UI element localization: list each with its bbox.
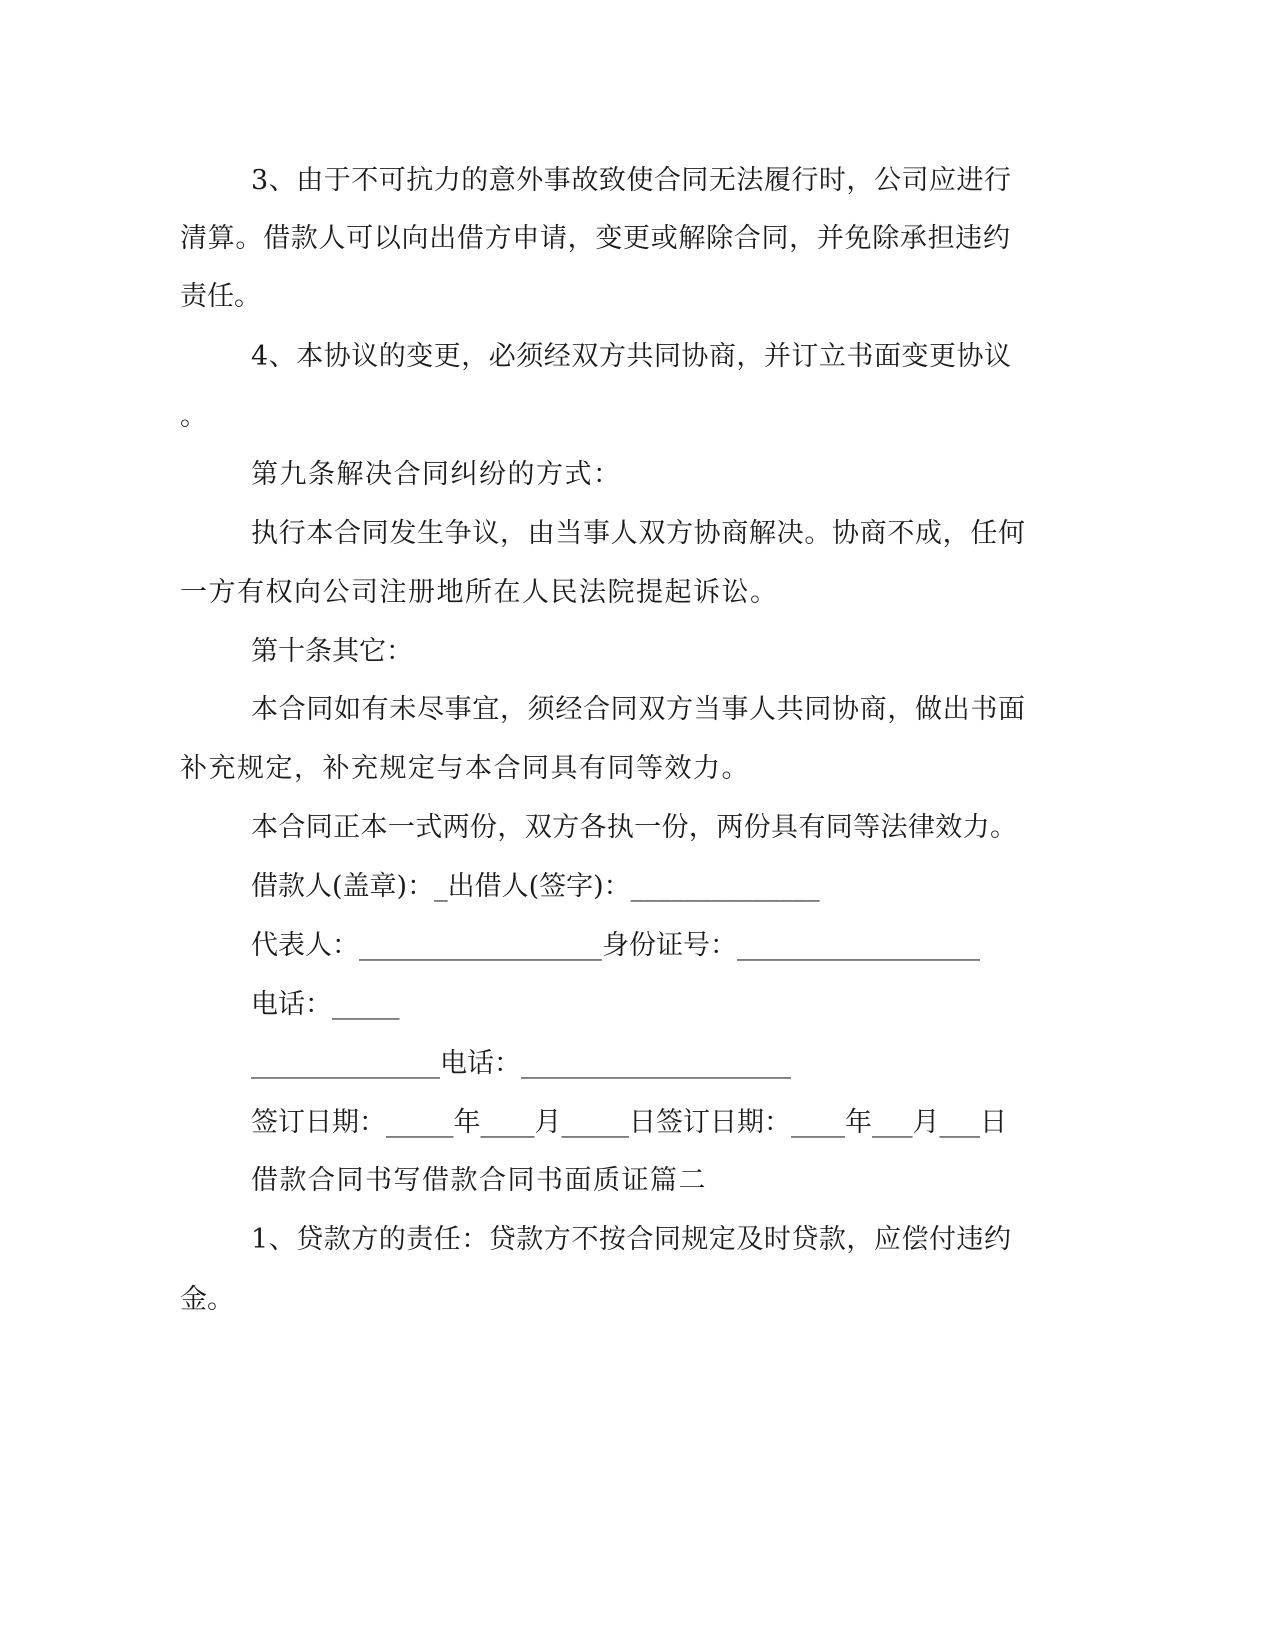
section-heading: 第十条其它： bbox=[251, 636, 413, 667]
section-heading: 第九条解决合同纠纷的方式： bbox=[251, 459, 622, 490]
signature-line: 代表人：__________________身份证号：__________________ bbox=[251, 930, 980, 961]
paragraph-line: 清算。借款人可以向出借方申请，变更或解除合同，并免除承担违约 bbox=[180, 223, 1010, 254]
paragraph-line: 金。 bbox=[180, 1284, 234, 1315]
signature-line: 借款人(盖章)：_出借人(签字)：______________ bbox=[251, 871, 820, 902]
signature-line: ______________电话：____________________ bbox=[251, 1048, 791, 1079]
paragraph-line: 责任。 bbox=[180, 281, 261, 312]
signature-line: 电话：_____ bbox=[251, 989, 400, 1020]
paragraph-line: 一方有权向公司注册地所在人民法院提起诉讼。 bbox=[180, 577, 779, 608]
paragraph-line: 执行本合同发生争议，由当事人双方协商解决。协商不成，任何 bbox=[251, 518, 1025, 549]
paragraph-line: 。 bbox=[180, 401, 207, 432]
paragraph-line: 本合同正本一式两份，双方各执一份，两份具有同等法律效力。 bbox=[251, 812, 1017, 843]
paragraph-line: 本合同如有未尽事宜，须经合同双方当事人共同协商，做出书面 bbox=[251, 694, 1025, 725]
paragraph-line: 4、本协议的变更，必须经双方共同协商，并订立书面变更协议 bbox=[251, 341, 1011, 372]
paragraph-line: 1、贷款方的责任：贷款方不按合同规定及时贷款，应偿付违约 bbox=[251, 1224, 1011, 1255]
paragraph-line: 3、由于不可抗力的意外事故致使合同无法履行时，公司应进行 bbox=[251, 165, 1011, 196]
paragraph-line: 补充规定，补充规定与本合同具有同等效力。 bbox=[180, 753, 750, 784]
section-title: 借款合同书写借款合同书面质证篇二 bbox=[251, 1165, 707, 1196]
date-line: 签订日期：_____年____月_____日签订日期：____年___月___日 bbox=[251, 1107, 1007, 1138]
